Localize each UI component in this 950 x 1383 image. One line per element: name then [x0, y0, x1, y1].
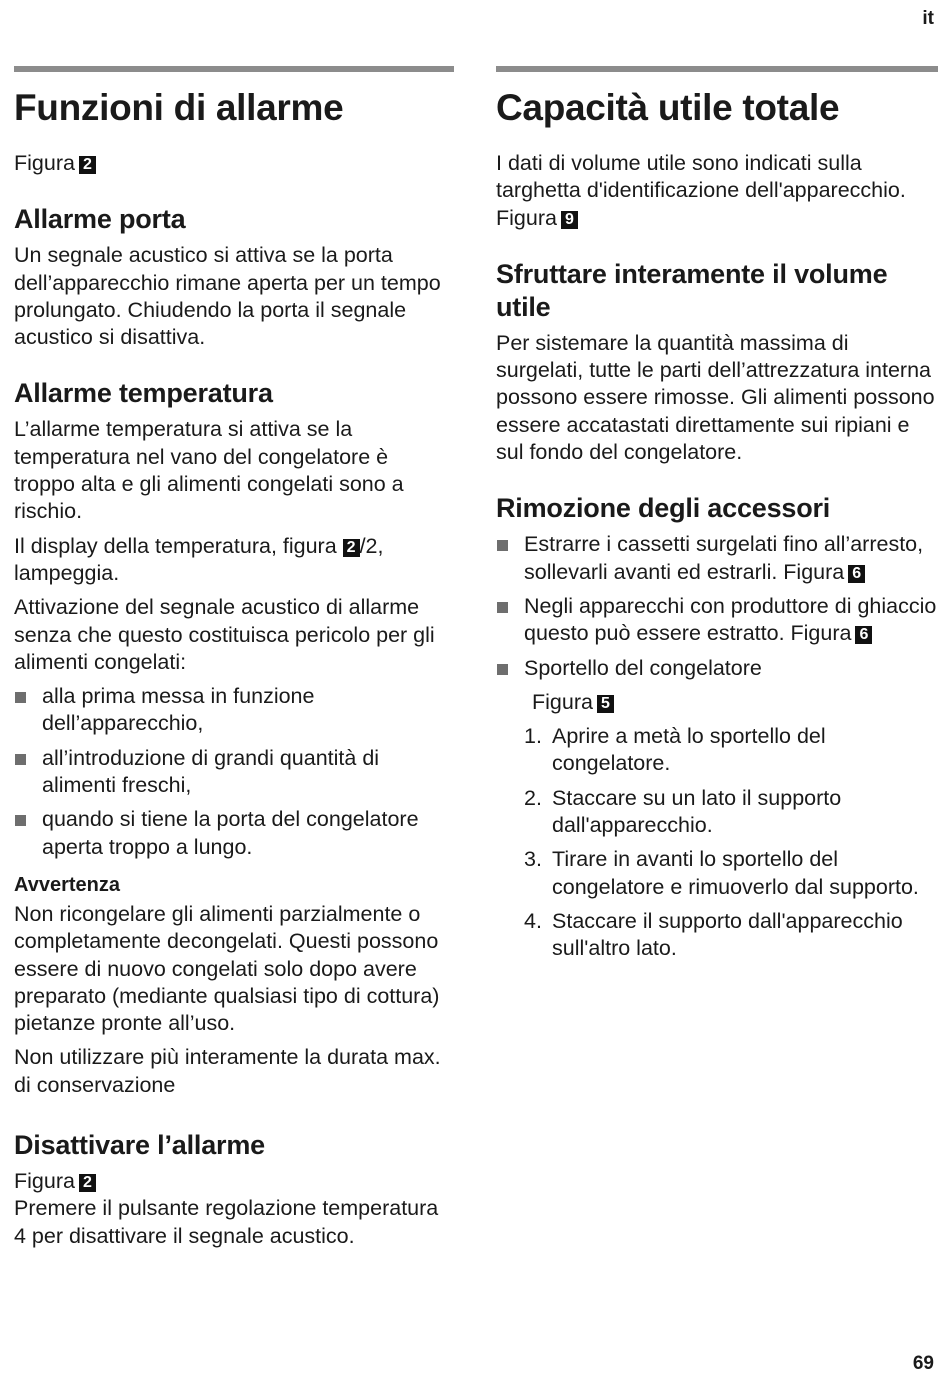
accessories-list [496, 531, 938, 681]
full-volume-text: Per sistemare la quantità massima di surgelati, tutte le parti dell’attrezzatura interna possono essere rimosse. Gli alimenti possono essere accatastati direttamente sui ripiani e sul fondo del congelatore. [496, 330, 935, 465]
list-item: all’introduzione di grandi quantità di alimenti freschi, [14, 745, 454, 800]
alarm-activation-text: Attivazione del segnale acustico di allarme senza che questo costituisca pericolo per gli alimenti congelati: [14, 595, 435, 674]
heading-disable-alarm: Disattivare l’allarme [14, 1130, 265, 1161]
figure-number-badge: 6 [848, 565, 865, 583]
step-item: 1. Aprire a metà lo sportello del congelatore. [524, 724, 826, 776]
bullet-square-icon [497, 664, 508, 675]
figure-number-badge: 9 [561, 211, 578, 229]
bullet-square-icon [15, 692, 26, 703]
step-item: 4. Staccare il supporto dall'apparecchio sull'altro lato. [524, 908, 903, 961]
capacity-intro-text: I dati di volume utile sono indicati sulla targhetta d'identificazione dell'apparecchio. Figura 9 [496, 151, 906, 230]
page-number: 69 [912, 1353, 934, 1374]
list-item: alla prima messa in funzione dell’apparecchio, [14, 683, 454, 738]
warning-text: Non ricongelare gli alimenti parzialmente o completamente decongelati. Questi possono essere di nuovo congelati solo dopo avere preparato (mediante qualsiasi tipo di cottura) pietanze pronte all’uso. [14, 901, 440, 1036]
door-alarm-text: Un segnale acustico si attiva se la porta dell’apparecchio rimane aperta per un tempo prolungato. Chiudendo la porta il segnale acustico si disattiva. [14, 243, 441, 350]
figure-number-badge: 2 [79, 1174, 96, 1192]
heading-remove-accessories: Rimozione degli accessori [496, 493, 831, 524]
warning-text-storage: Non utilizzare più interamente la durata max. di conservazione [14, 1045, 441, 1097]
list-item: quando si tiene la porta del congelatore aperta troppo a lungo. [14, 806, 454, 861]
disable-alarm-text: Figura 2 Premere il pulsante regolazione temperatura 4 per disattivare il segnale acustico. [14, 1169, 439, 1248]
right-column [496, 66, 938, 970]
heading-door-alarm: Allarme porta [14, 204, 186, 235]
figure-number-badge: 2 [343, 539, 360, 557]
figure-number-badge: 5 [597, 695, 614, 713]
figure-number-badge: 2 [79, 156, 96, 174]
section-title-total-capacity: Capacità utile totale [496, 87, 840, 128]
heading-warning: Avvertenza [14, 873, 120, 896]
removal-steps-list [496, 723, 938, 962]
temperature-display-text: Il display della temperatura, figura 2 /2, lampeggia. [14, 533, 384, 585]
list-item: Sportello del congelatore [496, 655, 938, 682]
heading-temperature-alarm: Allarme temperatura [14, 378, 273, 409]
alarm-conditions-list [14, 683, 454, 861]
bullet-square-icon [15, 754, 26, 765]
list-item: Negli apparecchi con produttore di ghiaccio questo può essere estratto. Figura 6 [496, 593, 938, 648]
figure-reference: Figura 5 [496, 689, 938, 716]
section-rule [496, 66, 938, 72]
step-item: 2. Staccare su un lato il supporto dall'apparecchio. [524, 785, 842, 838]
figure-reference: Figura 2 [14, 150, 454, 177]
section-title-alarm-functions: Funzioni di allarme [14, 87, 344, 128]
bullet-square-icon [15, 815, 26, 826]
bullet-square-icon [497, 602, 508, 613]
figure-number-badge: 6 [855, 626, 872, 644]
section-rule [14, 66, 454, 72]
step-item: 3. Tirare in avanti lo sportello del congelatore e rimuoverlo dal supporto. [524, 847, 919, 899]
left-column [14, 66, 454, 1257]
language-code: it [922, 8, 934, 29]
temperature-alarm-text: L’allarme temperatura si attiva se la temperatura nel vano del congelatore è troppo alta e gli alimenti congelati sono a rischio. [14, 417, 404, 524]
heading-use-full-volume: Sfruttare interamente il volume utile [496, 258, 888, 322]
bullet-square-icon [497, 540, 508, 551]
list-item: Estrarre i cassetti surgelati fino all’arresto, sollevarli avanti ed estrarli. Figura 6 [496, 531, 938, 586]
